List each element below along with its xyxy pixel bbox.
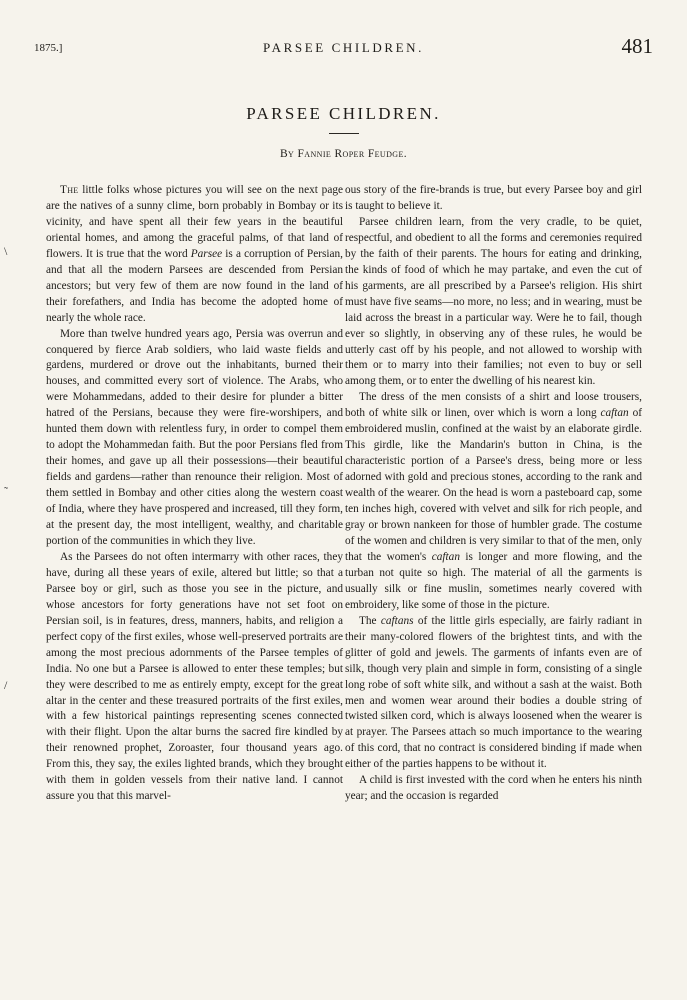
paragraph [345,390,642,613]
byline: By Fannie Roper Feudge. [279,148,408,160]
paragraph-text: of embroidered muslin, confined at the waist by an elaborate girdle. This girdle, like the Mandarin's button in China, is the characteristic portion of a Parsee's dress, being more or less adorned with gold and precious stones, according to the rank and wealth of the wearer. On the head is worn a pasteboard cap, some ten inches high, covered with velvet and silk for rich people, and gray or brown nankeen for those of humbler grade. The costume of the women and children is very similar to that of the men, only that the women's [345,407,642,563]
margin-mark: ˜ [4,484,8,498]
margin-mark: / [4,678,8,692]
paragraph-lead-word: The [60,184,79,196]
running-head [34,34,653,62]
title-divider [329,133,359,134]
margin-mark: \ [4,244,8,258]
paragraph: As the Parsees do not often intermarry with other races, they have, during all these years of exile, altered but little; so that a Parsee boy or girl, such as those you see in the picture, and whose ancestors for forty generations have not set foot on Persian soil, is in features, dress, manners, habits, and religion a perfect copy of the first exiles, whose well-preserved portraits are among the most precious adornments of the Parsee temples of India. No one but a Parsee is allowed to enter these temples; but they were described to me as entirely empty, except for the great altar in the center and these treasured portraits of the first exiles, with a few historical paintings representing scenes connected with their flight. Upon the altar burns the sacred fire kindled by their renowned prophet, Zoroaster, four thousand years ago. From this, they say, the exiles lighted brands, which they brought with them in golden vessels from their native land. I cannot assure you that this marvel- [46,550,343,803]
paragraph: Parsee children learn, from the very cradle, to be quiet, respectful, and obedient to all the forms and ceremonies required by the faith of their parents. The hours for eating and drinking, the kinds of food of which he may partake, and even the cut of his garments, are all prescribed by a Parsee's religion. His shirt must have five seams—no more, no less; and in wearing, must be laid across the breast in a particular way. Were he to fail, though ever so slightly, in observing any of these rules, he would be utterly cast off by his people, and not allowed to worship with them or to marry into their families; not even to buy or sell among them, or to enter the dwelling of his nearest kin. [345,215,642,388]
paragraph-text: is a corruption of Persian, and that all the modern Parsees are descended from Persian ancestors; but very few of them are now found in the land of their forefathers, and India has become the adopted home of nearly the whole race. [46,247,343,324]
page-number: 481 [621,34,653,58]
paragraph-text: little folks whose pictures you will see on the next page are the natives of a sunny clime, born probably in Bombay or its vicinity, and have spent all their few years in the beautiful oriental homes, and among the graceful palms, of that land of flowers. It is true that the word [46,184,343,260]
paragraph: More than twelve hundred years ago, Persia was overrun and conquered by fierce Arab soldiers, who laid waste fields and gardens, murdered or drove out the inhabitants, burned their houses, and committed every sort of violence. The Arabs, who were Mohammedans, added to their desire for plunder a bitter hatred of the Persians, because they were fire-worshipers, and hunted them down with relentless fury, in order to compel them to adopt the Mohammedan faith. But the poor Persians fled from their homes, and gave up all their possessions—their beautiful fields and gardens—rather than renounce their religion. Most of them settled in Bombay and other cities along the western coast of India, where they have prospered and increased, till they form, at the present day, the most intelligent, wealthy, and charitable portion of the communities in which they live. [46,327,343,547]
running-title: PARSEE CHILDREN. [262,40,425,55]
paragraph [345,614,642,774]
italic-term: Parsee [190,247,223,260]
italic-term: caftan [600,407,629,420]
issue-date: 1875.] [34,42,63,54]
paragraph-text: The [359,614,381,627]
paragraph-text: of the little girls especially, are fairly radiant in their many-colored flowers of the brightest tints, and with the glitter of gold and jewels. The garments of infants even are of silk, though very plain and simple in form, consisting of a single long robe of soft white silk, and without a sash at the waist. Both men and women wear around their bodies a double string of twisted silken cord, which is always loosened when the wearer is at prayer. The Parsees attach so much importance to the wearing of this cord, that no contract is considered binding if made when either of the parties happens to be without it. [345,614,642,771]
paragraph-text: is longer and more flowing, and the turban not quite so high. The material of all the garments is usually silk or fine muslin, sometimes nearly covered with embroidery, like some of those in the picture. [345,550,642,611]
paragraph [46,183,343,327]
italic-term: caftans [380,614,414,627]
paragraph-continued: ous story of the fire-brands is true, but every Parsee boy and girl is taught to believe it. [345,184,642,212]
paragraph-text: The dress of the men consists of a shirt and loose trousers, both of white silk or linen, over which is worn a long [345,391,642,420]
italic-term: caftan [431,550,460,563]
right-column [345,183,642,805]
article-title: PARSEE CHILDREN. [246,104,441,123]
paragraph: A child is first invested with the cord when he enters his ninth year; and the occasion is regarded [345,774,642,803]
left-column [46,183,343,805]
